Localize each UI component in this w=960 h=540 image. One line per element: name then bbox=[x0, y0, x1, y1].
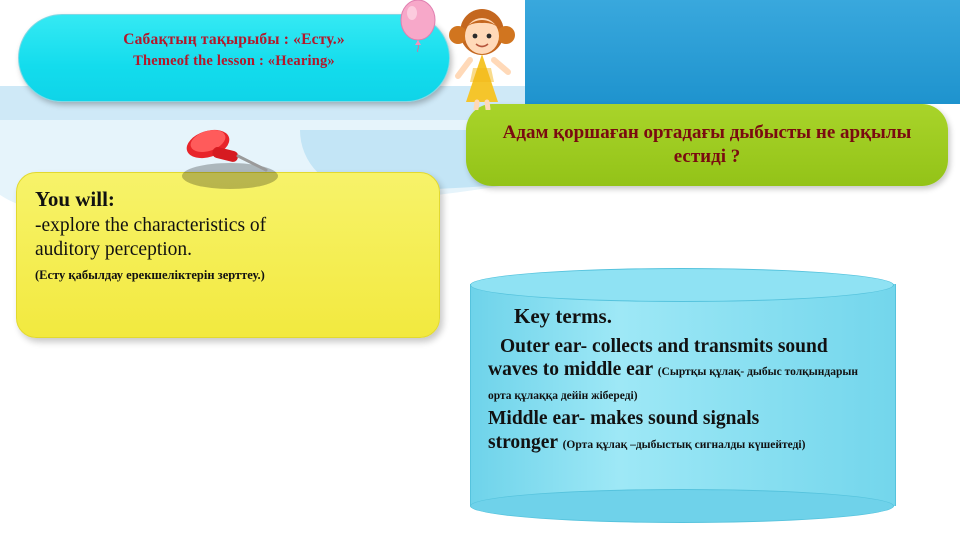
objectives-line-1: -explore the characteristics of bbox=[35, 215, 267, 236]
key-terms-content bbox=[470, 286, 894, 516]
outer-ear-label: Outer ear- bbox=[500, 336, 588, 357]
girl-clipart-icon bbox=[432, 2, 532, 110]
outer-ear-definition-1: collects and transmits sound bbox=[592, 336, 828, 357]
key-terms-cylinder bbox=[470, 268, 894, 524]
question-box bbox=[466, 104, 948, 186]
middle-ear-definition-2: stronger bbox=[488, 431, 558, 453]
lesson-theme-box bbox=[18, 14, 450, 102]
key-term-middle-ear bbox=[488, 407, 880, 454]
middle-ear-definition-1: makes sound signals bbox=[590, 408, 760, 430]
key-term-outer-ear bbox=[488, 335, 880, 405]
red-pushpin-icon bbox=[170, 126, 290, 196]
top-blue-banner bbox=[525, 0, 960, 104]
key-terms-title: Key terms. bbox=[514, 304, 612, 328]
objectives-title: You will: bbox=[35, 187, 115, 211]
lesson-theme-en: Themeof the lesson : «Hearing» bbox=[133, 53, 335, 70]
objectives-translation-note: (Есту қабылдау ерекшеліктерін зерттеу.) bbox=[35, 267, 265, 282]
lesson-theme-kk: Сабақтың тақырыбы : «Есту.» bbox=[123, 31, 345, 48]
question-text: Адам қоршаған ортадағы дыбысты не арқылы естиді ? bbox=[502, 122, 912, 167]
outer-ear-definition-2: waves to middle ear bbox=[488, 359, 653, 381]
objectives-line-2: auditory perception. bbox=[35, 238, 193, 260]
objectives-box bbox=[16, 172, 440, 338]
middle-ear-translation-note: (Орта құлақ –дыбыстық сигналды күшейтеді) bbox=[562, 438, 806, 451]
outer-ear-translation-note: (Сыртқы құлақ- дыбыс толқындарын орта құлаққа дейін жібереді) bbox=[488, 366, 858, 402]
middle-ear-label: Middle ear- bbox=[488, 408, 586, 430]
